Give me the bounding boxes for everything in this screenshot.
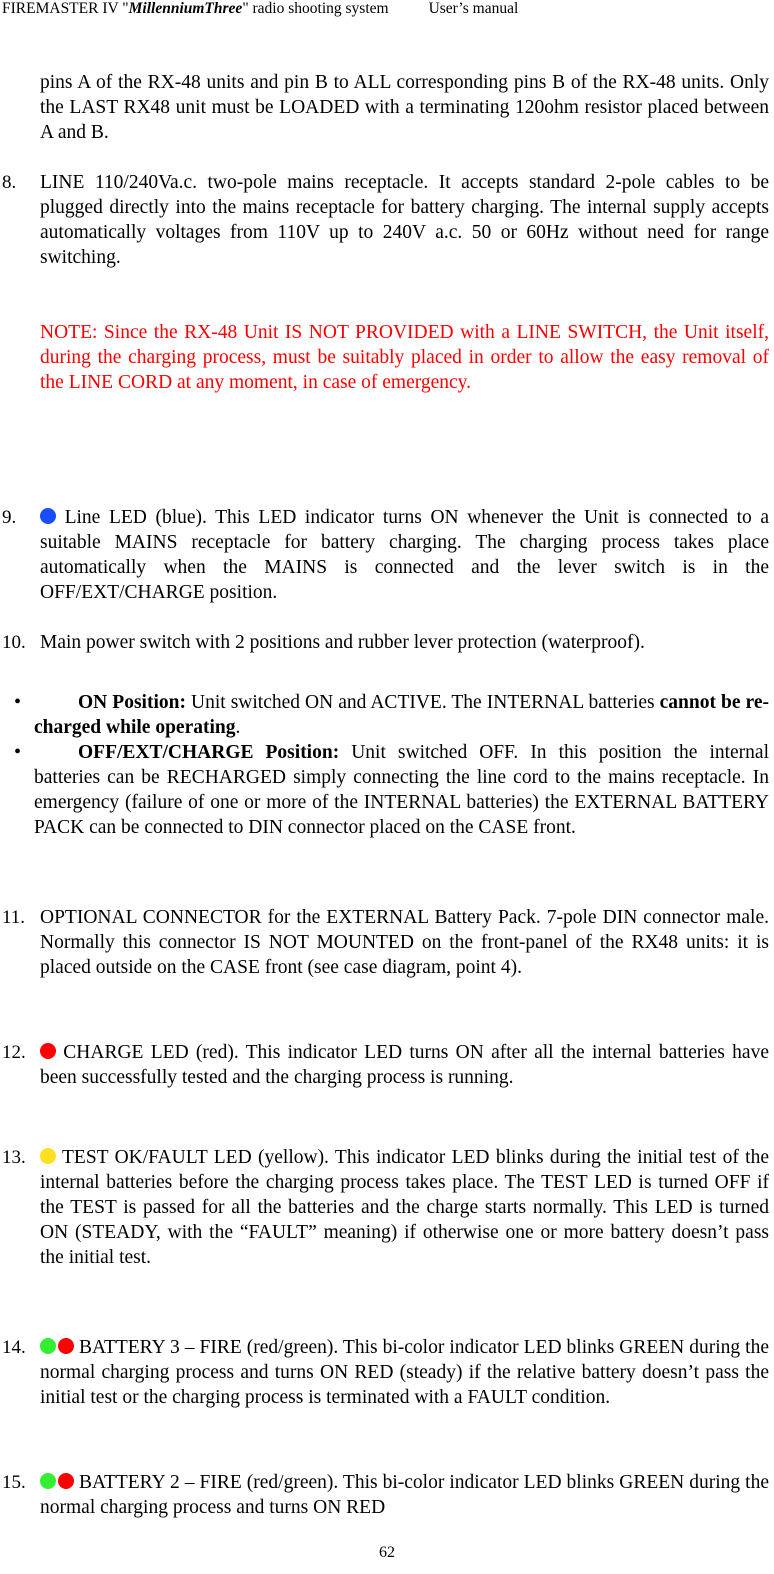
red-led-icon: [58, 1473, 74, 1489]
item-8-number: 8.: [2, 172, 17, 193]
green-led-icon: [40, 1338, 56, 1354]
blue-led-icon: [40, 508, 56, 524]
header-manual: User’s manual: [428, 0, 519, 17]
bullet-1-text: [34, 690, 769, 740]
bullet-1-body: Unit switched ON and ACTIVE. The INTERNAL batteries: [185, 692, 660, 713]
yellow-led-icon: [40, 1148, 56, 1164]
note-paragraph: NOTE: Since the RX-48 Unit IS NOT PROVIDED with a LINE SWITCH, the Unit itself, during the charging process, must be suitably placed in order to allow the easy removal of the LINE CORD at any moment, in case of emergency.: [40, 322, 769, 393]
red-led-icon: [40, 1043, 56, 1059]
item-15-number: 15.: [2, 1472, 26, 1493]
item-12-number: 12.: [2, 1042, 26, 1063]
item-14-text: BATTERY 3 – FIRE (red/green). This bi-color indicator LED blinks GREEN during the normal charging process and turns ON RED (steady) if the relative battery doesn’t pass the initial test or the charging process is terminated with a FAULT condition.: [40, 1337, 769, 1408]
bullet-1-label: ON Position:: [78, 692, 186, 713]
item-9-text: Line LED (blue). This LED indicator turns ON whenever the Unit is connected to a suitable MAINS receptacle for battery charging. The charging process takes place automatically when the MAINS is connected and the lever switch is in the OFF/EXT/CHARGE position.: [40, 507, 769, 603]
bullet-2-label: OFF/EXT/CHARGE Position:: [78, 742, 340, 763]
continued-paragraph: pins A of the RX-48 units and pin B to ALL corresponding pins B of the RX-48 units. Only the LAST RX48 unit must be LOADED with a terminating 120ohm resistor placed between A and B.: [40, 72, 769, 143]
item-9-block: [40, 505, 769, 605]
header-subtitle: " radio shooting system: [242, 0, 389, 17]
bullet-1-bold: cannot be re-charged while operating: [34, 692, 769, 738]
item-11-number: 11.: [2, 907, 26, 928]
bullet-2-mark: •: [14, 741, 22, 763]
green-led-icon: [40, 1473, 56, 1489]
item-10-number: 10.: [2, 632, 26, 653]
item-9-number: 9.: [2, 507, 17, 528]
item-11-text: OPTIONAL CONNECTOR for the EXTERNAL Battery Pack. 7-pole DIN connector male. Normally this connector IS NOT MOUNTED on the front-panel of the RX48 units: it is placed outside on the CASE front (see case diagram, point 4).: [40, 907, 769, 978]
bullet-2-body: Unit switched OFF. In this position the internal batteries can be RECHARGED simply connecting the line cord to the mains receptacle. In emergency (failure of one or more of the INTERNAL batteries) the EXTERNAL BATTERY PACK can be connected to DIN connector placed on the CASE front.: [34, 742, 769, 838]
item-12-text: CHARGE LED (red). This indicator LED turns ON after all the internal batteries have been successfully tested and the charging process is running.: [40, 1042, 769, 1088]
bullet-1-mark: •: [14, 691, 22, 713]
header-brand: MillenniumThree: [128, 0, 243, 17]
item-15-block: [40, 1470, 769, 1520]
item-8-text: LINE 110/240Va.c. two-pole mains receptacle. It accepts standard 2-pole cables to be plugged directly into the mains receptacle for battery charging. The internal supply accepts automatically voltages from 110V up to 240V a.c. 50 or 60Hz without need for range switching.: [40, 172, 769, 268]
header-title: FIREMASTER IV ": [2, 0, 129, 17]
bullet-1-end: .: [235, 717, 241, 738]
page-header: [2, 0, 518, 18]
page-number: 62: [379, 1544, 395, 1561]
item-14-number: 14.: [2, 1337, 26, 1358]
item-13-text: TEST OK/FAULT LED (yellow). This indicator LED blinks during the initial test of the internal batteries before the charging process takes place. The TEST LED is turned OFF if the TEST is passed for all the batteries and the charge starts normally. This LED is turned ON (STEADY, with the “FAULT” meaning) if otherwise one or more battery doesn’t pass the initial test.: [40, 1147, 769, 1268]
item-14-block: [40, 1335, 769, 1410]
item-15-text: BATTERY 2 – FIRE (red/green). This bi-color indicator LED blinks GREEN during the normal charging process and turns ON RED: [40, 1472, 769, 1518]
bullet-2-text: [34, 740, 769, 840]
red-led-icon: [58, 1338, 74, 1354]
item-13-number: 13.: [2, 1147, 26, 1168]
item-13-block: [40, 1145, 769, 1270]
item-10-text: Main power switch with 2 positions and rubber lever protection (waterproof).: [40, 632, 645, 653]
item-12-block: [40, 1040, 769, 1090]
